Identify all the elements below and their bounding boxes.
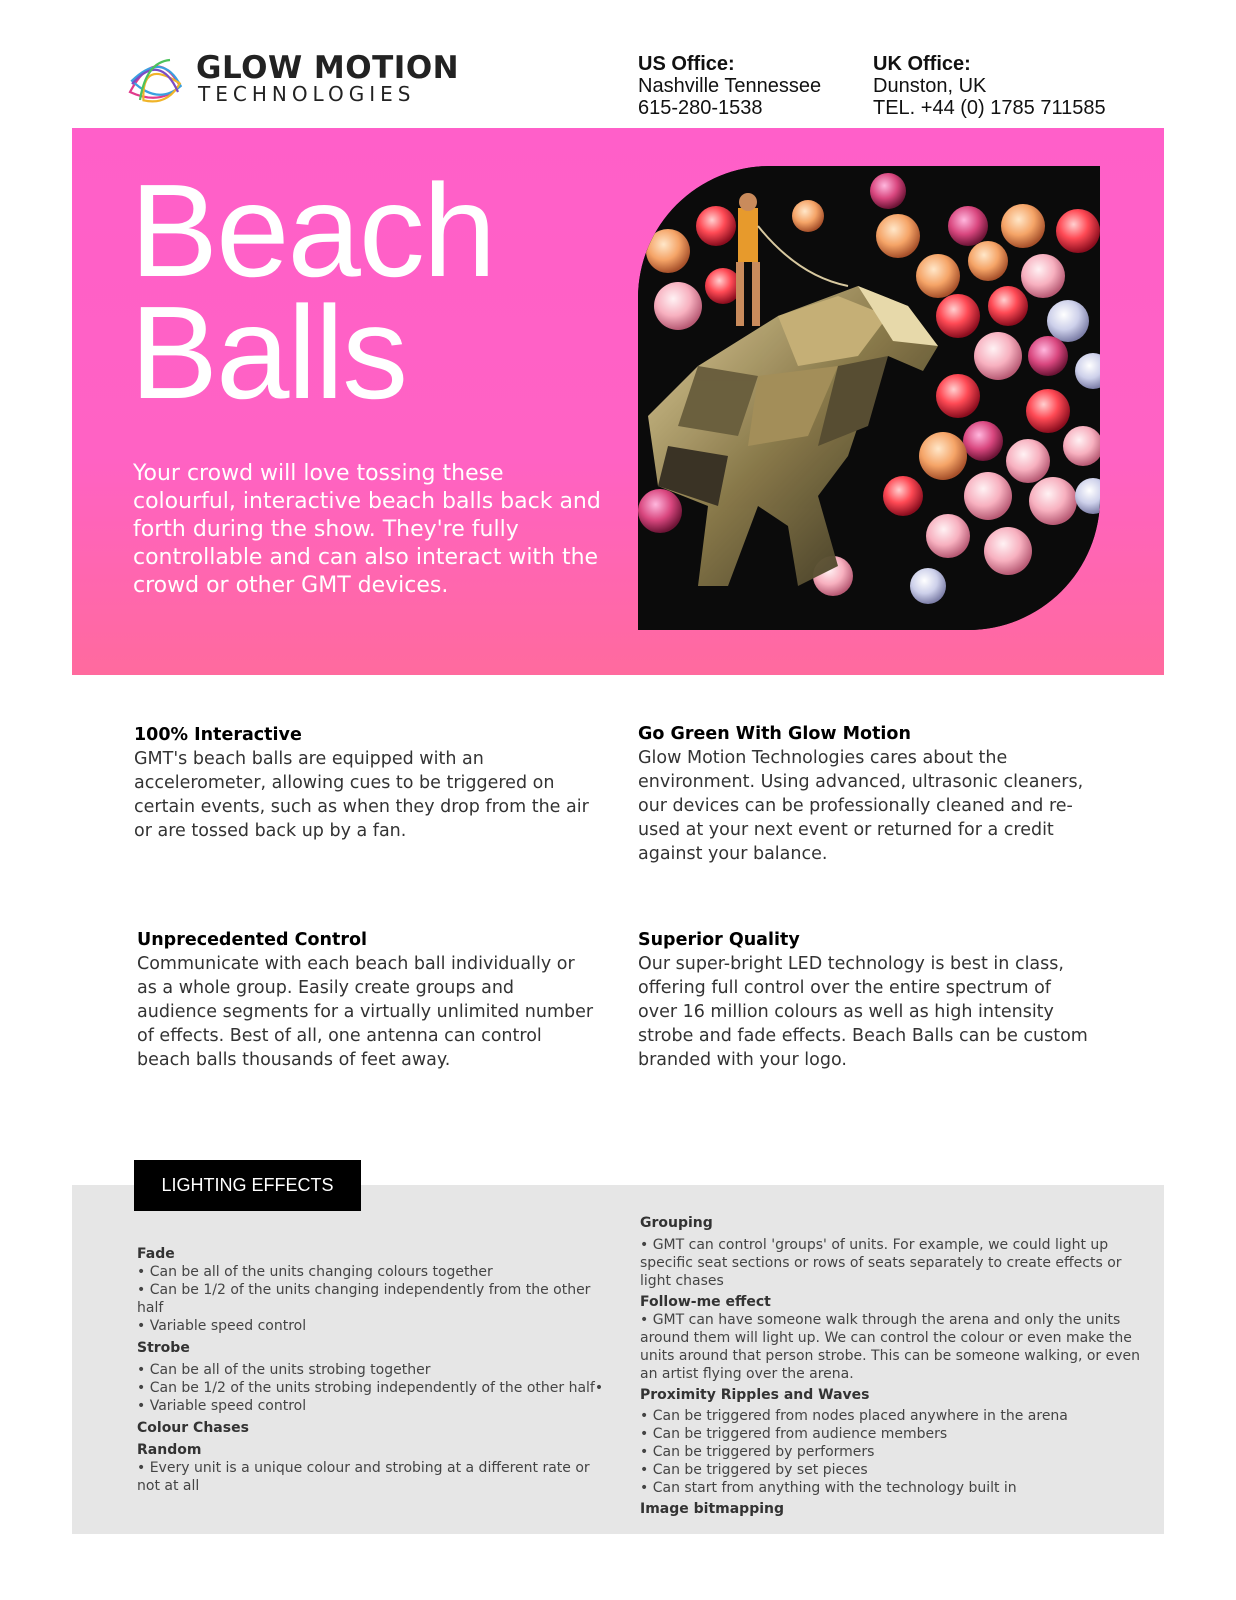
lighting-effects-tab: LIGHTING EFFECTS xyxy=(134,1160,361,1211)
fade-item: • Variable speed control xyxy=(137,1318,307,1334)
fade-item: • Can be 1/2 of the units changing independently from the other half xyxy=(137,1282,591,1316)
feature-body: GMT's beach balls are equipped with an accelerometer, allowing cues to be triggered on certain events, such as when they drop from the air or are tossed back up by a fan. xyxy=(134,749,589,841)
feature-quality xyxy=(638,928,1088,1072)
effects-right-column xyxy=(640,1214,1140,1518)
hero-photo xyxy=(638,166,1100,630)
glow-motion-logo-icon xyxy=(120,48,192,108)
logo-subtitle: TECHNOLOGIES xyxy=(198,82,416,106)
strobe-item: • Can be 1/2 of the units strobing independently of the other half• xyxy=(137,1380,604,1396)
uk-office-location: Dunston, UK xyxy=(873,75,987,97)
logo-name: GLOW MOTION xyxy=(196,50,460,86)
fade-heading: Fade xyxy=(137,1246,175,1262)
uk-office-label: UK Office: xyxy=(873,53,971,75)
feature-title: Unprecedented Control xyxy=(137,930,367,950)
hero-title-line1: Beach xyxy=(130,157,495,304)
strobe-item: • Can be all of the units strobing together xyxy=(137,1362,431,1378)
feature-title: Superior Quality xyxy=(638,930,800,950)
strobe-heading: Strobe xyxy=(137,1340,190,1356)
uk-office-phone: TEL. +44 (0) 1785 711585 xyxy=(873,97,1106,119)
us-office-phone: 615-280-1538 xyxy=(638,97,763,119)
proximity-item: • Can be triggered from nodes placed anywhere in the arena xyxy=(640,1408,1068,1424)
grouping-text: • GMT can control 'groups' of units. For example, we could light up specific seat sections or rows of seats separately to create effects or light chases xyxy=(640,1237,1122,1289)
feature-go-green xyxy=(638,722,1088,866)
colour-chases-heading: Colour Chases xyxy=(137,1420,249,1436)
feature-control xyxy=(137,928,597,1072)
proximity-item: • Can start from anything with the technology built in xyxy=(640,1480,1017,1496)
follow-me-text: • GMT can have someone walk through the arena and only the units around them will light up. We can control the colour or even make the units around that person strobe. This can be someone walking, or even an artist flying over the arena. xyxy=(640,1312,1141,1382)
uk-office-block xyxy=(873,53,1106,119)
random-heading: Random xyxy=(137,1442,202,1458)
effects-left-column xyxy=(137,1245,607,1495)
proximity-item: • Can be triggered by set pieces xyxy=(640,1462,868,1478)
proximity-item: • Can be triggered from audience members xyxy=(640,1426,948,1442)
fade-item: • Can be all of the units changing colours together xyxy=(137,1264,493,1280)
feature-title: Go Green With Glow Motion xyxy=(638,724,911,744)
bitmapping-heading: Image bitmapping xyxy=(640,1501,785,1517)
grouping-heading: Grouping xyxy=(640,1215,713,1231)
proximity-heading: Proximity Ripples and Waves xyxy=(640,1387,870,1403)
hero-description: Your crowd will love tossing these colourful, interactive beach balls back and forth during the show. They're fully controllable and can also interact with the crowd or other GMT devices. xyxy=(133,461,601,598)
beach-balls-photo-image xyxy=(638,166,1100,630)
feature-body: Our super-bright LED technology is best in class, offering full control over the entire spectrum of over 16 million colours as well as high intensity strobe and fade effects. Beach Balls can be custom branded with your logo. xyxy=(638,954,1088,1070)
us-office-block xyxy=(638,53,821,119)
follow-me-heading: Follow-me effect xyxy=(640,1294,771,1310)
feature-interactive xyxy=(134,723,594,843)
random-text: • Every unit is a unique colour and strobing at a different rate or not at all xyxy=(137,1460,590,1494)
feature-body: Glow Motion Technologies cares about the environment. Using advanced, ultrasonic cleaners, our devices can be professionally cleaned and re-used at your next event or returned for a credit against your balance. xyxy=(638,748,1084,864)
us-office-label: US Office: xyxy=(638,53,735,75)
hero-title xyxy=(130,157,495,426)
feature-title: 100% Interactive xyxy=(134,725,302,745)
feature-body: Communicate with each beach ball individually or as a whole group. Easily create groups and audience segments for a virtually unlimited number of effects. Best of all, one antenna can control beach balls thousands of feet away. xyxy=(137,954,594,1070)
proximity-item: • Can be triggered by performers xyxy=(640,1444,875,1460)
strobe-item: • Variable speed control xyxy=(137,1398,307,1414)
us-office-location: Nashville Tennessee xyxy=(638,75,822,97)
hero-title-line2: Balls xyxy=(130,279,407,426)
